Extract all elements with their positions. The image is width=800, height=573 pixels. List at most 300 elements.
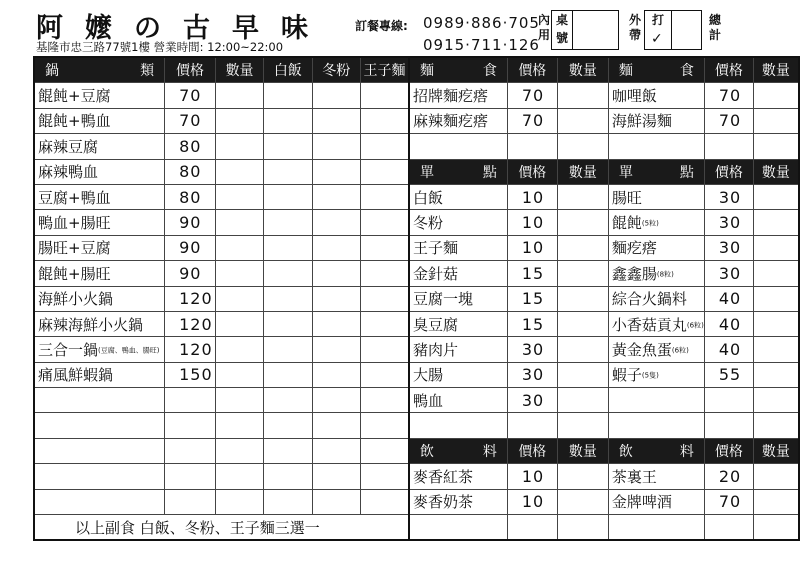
pot-item-name bbox=[34, 286, 165, 311]
rice-cell[interactable] bbox=[264, 210, 312, 235]
dine-in-label: 內用 bbox=[538, 13, 551, 42]
menu-header bbox=[36, 6, 796, 56]
qty-cell[interactable] bbox=[557, 210, 608, 235]
item-name: 麻辣豆腐 bbox=[38, 137, 99, 156]
item-name: 金牌啤酒 bbox=[611, 493, 672, 512]
menu-order-table bbox=[33, 56, 800, 541]
single-item-name bbox=[608, 235, 704, 260]
rice-cell[interactable] bbox=[264, 83, 312, 108]
vermicelli-cell[interactable] bbox=[312, 286, 360, 311]
pot-item-price: 80 bbox=[165, 134, 216, 159]
noodle-cell[interactable] bbox=[360, 159, 409, 184]
noodles-header-left: 麵 食 bbox=[409, 57, 507, 83]
qty-cell[interactable] bbox=[215, 83, 263, 108]
item-name: 白飯 bbox=[412, 188, 443, 207]
qty-cell[interactable] bbox=[753, 184, 799, 209]
qty-cell[interactable] bbox=[557, 184, 608, 209]
qty-cell[interactable] bbox=[753, 311, 799, 336]
item-name: 海鮮湯麵 bbox=[611, 112, 672, 131]
pot-item-name bbox=[34, 235, 165, 260]
noodle-cell[interactable] bbox=[360, 489, 409, 514]
noodle-header: 王子麵 bbox=[360, 57, 409, 83]
single-item-name bbox=[608, 337, 704, 362]
qty-cell[interactable] bbox=[753, 108, 799, 133]
single-item-name bbox=[409, 286, 507, 311]
item-name: 三合一鍋 bbox=[38, 340, 99, 359]
drinks-header-right: 飲 料 bbox=[608, 438, 704, 463]
noodle-cell[interactable] bbox=[360, 108, 409, 133]
item-name: 海鮮小火鍋 bbox=[38, 290, 114, 309]
noodle-item-name bbox=[409, 83, 507, 108]
rice-cell[interactable] bbox=[264, 464, 312, 489]
qty-cell[interactable] bbox=[215, 134, 263, 159]
noodle-item-price: 70 bbox=[704, 108, 753, 133]
noodle-item-name bbox=[608, 108, 704, 133]
item-note: (豆腐、鴨血、腸旺) bbox=[98, 346, 160, 355]
noodle-item-price: 70 bbox=[704, 83, 753, 108]
table-row bbox=[34, 489, 799, 514]
noodle-cell[interactable] bbox=[360, 261, 409, 286]
qty-header: 數量 bbox=[753, 159, 799, 184]
empty-cell bbox=[34, 464, 165, 489]
empty-cell bbox=[34, 413, 165, 438]
noodle-cell[interactable] bbox=[360, 337, 409, 362]
pot-item-price: 90 bbox=[165, 261, 216, 286]
item-name: 臭豆腐 bbox=[412, 315, 458, 334]
qty-cell[interactable] bbox=[753, 388, 799, 413]
empty-cell bbox=[557, 515, 608, 541]
qty-header: 數量 bbox=[753, 438, 799, 463]
qty-cell[interactable] bbox=[557, 83, 608, 108]
price-header: 價格 bbox=[704, 438, 753, 463]
vermicelli-cell[interactable] bbox=[312, 210, 360, 235]
pot-item-price: 90 bbox=[165, 235, 216, 260]
item-note: (5隻) bbox=[641, 371, 659, 380]
single-item-name bbox=[409, 362, 507, 387]
single-item-price: 40 bbox=[704, 286, 753, 311]
noodle-cell[interactable] bbox=[360, 464, 409, 489]
item-name: 茶裏王 bbox=[611, 467, 657, 486]
empty-cell bbox=[409, 413, 507, 438]
empty-cell bbox=[753, 515, 799, 541]
table-row bbox=[34, 57, 799, 83]
pot-item-price: 70 bbox=[165, 108, 216, 133]
qty-cell[interactable] bbox=[557, 261, 608, 286]
pot-item-name bbox=[34, 134, 165, 159]
rice-cell[interactable] bbox=[264, 108, 312, 133]
pot-item-name bbox=[34, 210, 165, 235]
item-name: 餛飩 bbox=[611, 214, 642, 233]
pot-item-price: 70 bbox=[165, 83, 216, 108]
empty-cell bbox=[409, 515, 507, 541]
takeout-label: 外帶 bbox=[629, 13, 642, 42]
noodle-cell[interactable] bbox=[360, 438, 409, 463]
empty-cell bbox=[704, 413, 753, 438]
empty-cell bbox=[557, 134, 608, 159]
pot-item-price: 80 bbox=[165, 159, 216, 184]
empty-cell bbox=[753, 413, 799, 438]
table-row bbox=[34, 388, 799, 413]
noodle-cell[interactable] bbox=[360, 134, 409, 159]
price-header: 價格 bbox=[507, 438, 557, 463]
price-header: 價格 bbox=[704, 57, 753, 83]
table-row bbox=[34, 413, 799, 438]
noodle-cell[interactable] bbox=[360, 388, 409, 413]
pot-item-price: 90 bbox=[165, 210, 216, 235]
single-item-name bbox=[409, 261, 507, 286]
item-name: 麥香紅茶 bbox=[412, 467, 473, 486]
single-item-price: 40 bbox=[704, 311, 753, 336]
rice-cell[interactable] bbox=[264, 159, 312, 184]
table-row bbox=[34, 108, 799, 133]
pot-item-name bbox=[34, 311, 165, 336]
single-item-name bbox=[409, 235, 507, 260]
empty-cell bbox=[753, 134, 799, 159]
vermicelli-cell[interactable] bbox=[312, 83, 360, 108]
empty-cell bbox=[507, 515, 557, 541]
qty-cell[interactable] bbox=[753, 464, 799, 489]
item-name: 餛飩+鴨血 bbox=[38, 112, 111, 131]
noodle-item-price: 70 bbox=[507, 83, 557, 108]
pot-item-price: 120 bbox=[165, 337, 216, 362]
vermicelli-cell[interactable] bbox=[312, 337, 360, 362]
phone-number-2: 0915·711·126 bbox=[423, 36, 540, 54]
item-note: (6粒) bbox=[686, 321, 704, 330]
single-item-name bbox=[608, 362, 704, 387]
qty-cell[interactable] bbox=[557, 311, 608, 336]
drink-item-name bbox=[409, 489, 507, 514]
table-row bbox=[34, 83, 799, 108]
empty-cell bbox=[165, 413, 216, 438]
pot-item-name bbox=[34, 362, 165, 387]
pot-item-name bbox=[34, 337, 165, 362]
single-item-price: 10 bbox=[507, 235, 557, 260]
table-row bbox=[34, 311, 799, 336]
qty-cell[interactable] bbox=[753, 489, 799, 514]
drink-item-price: 20 bbox=[704, 464, 753, 489]
total-label: 總計 bbox=[709, 13, 722, 42]
empty-cell bbox=[165, 464, 216, 489]
single-item-name bbox=[608, 286, 704, 311]
phone-number-1: 0989·886·705 bbox=[423, 14, 540, 32]
qty-cell[interactable] bbox=[557, 286, 608, 311]
qty-cell[interactable] bbox=[557, 489, 608, 514]
item-name: 咖哩飯 bbox=[611, 87, 657, 106]
table-row bbox=[34, 362, 799, 387]
empty-cell bbox=[704, 388, 753, 413]
rice-cell[interactable] bbox=[264, 413, 312, 438]
drink-item-price: 10 bbox=[507, 489, 557, 514]
qty-cell[interactable] bbox=[215, 337, 263, 362]
single-header-right: 單 點 bbox=[608, 159, 704, 184]
pot-item-name bbox=[34, 184, 165, 209]
rice-cell[interactable] bbox=[264, 235, 312, 260]
table-row bbox=[34, 159, 799, 184]
item-name: 豆腐一塊 bbox=[412, 290, 473, 309]
empty-cell bbox=[34, 489, 165, 514]
qty-cell[interactable] bbox=[215, 489, 263, 514]
single-header-left: 單 點 bbox=[409, 159, 507, 184]
qty-cell[interactable] bbox=[557, 388, 608, 413]
single-item-price: 10 bbox=[507, 210, 557, 235]
noodle-item-name bbox=[409, 108, 507, 133]
pot-item-price: 80 bbox=[165, 184, 216, 209]
order-hotline-label: 訂餐專線: bbox=[355, 19, 408, 33]
single-item-name bbox=[409, 337, 507, 362]
qty-header: 數量 bbox=[557, 438, 608, 463]
qty-cell[interactable] bbox=[215, 235, 263, 260]
single-item-price: 30 bbox=[704, 210, 753, 235]
qty-cell[interactable] bbox=[215, 184, 263, 209]
qty-cell[interactable] bbox=[215, 261, 263, 286]
single-item-name bbox=[409, 311, 507, 336]
drink-item-name bbox=[608, 464, 704, 489]
pot-section-header: 鍋 類 bbox=[34, 57, 165, 83]
qty-cell[interactable] bbox=[753, 261, 799, 286]
empty-cell bbox=[704, 134, 753, 159]
noodle-cell[interactable] bbox=[360, 83, 409, 108]
vermicelli-cell[interactable] bbox=[312, 464, 360, 489]
noodle-cell[interactable] bbox=[360, 311, 409, 336]
table-number-label: 桌號 bbox=[552, 11, 573, 49]
single-item-price: 30 bbox=[704, 235, 753, 260]
qty-cell[interactable] bbox=[557, 108, 608, 133]
single-item-price: 40 bbox=[704, 337, 753, 362]
drink-item-name bbox=[409, 464, 507, 489]
noodles-header-right: 麵 食 bbox=[608, 57, 704, 83]
shop-name: 阿嬤の古早味 bbox=[36, 13, 330, 44]
vermicelli-cell[interactable] bbox=[312, 438, 360, 463]
empty-cell bbox=[165, 489, 216, 514]
pot-item-price: 120 bbox=[165, 286, 216, 311]
noodle-item-name bbox=[608, 83, 704, 108]
single-item-name bbox=[608, 311, 704, 336]
item-name: 麵疙瘩 bbox=[611, 239, 657, 258]
qty-cell[interactable] bbox=[753, 286, 799, 311]
qty-cell[interactable] bbox=[215, 388, 263, 413]
single-item-name bbox=[608, 261, 704, 286]
empty-cell bbox=[165, 438, 216, 463]
price-header: 價格 bbox=[507, 159, 557, 184]
item-name: 餛飩+豆腐 bbox=[38, 87, 111, 106]
table-number-box[interactable] bbox=[551, 10, 619, 50]
item-name: 腸旺+豆腐 bbox=[38, 239, 111, 258]
item-name: 綜合火鍋料 bbox=[611, 290, 687, 309]
vermicelli-cell[interactable] bbox=[312, 235, 360, 260]
rice-cell[interactable] bbox=[264, 311, 312, 336]
pack-label: 打 ✓ bbox=[645, 11, 672, 49]
pot-item-name bbox=[34, 261, 165, 286]
single-item-price: 55 bbox=[704, 362, 753, 387]
item-name: 餛飩+腸旺 bbox=[38, 264, 111, 283]
qty-header: 數量 bbox=[557, 57, 608, 83]
empty-cell bbox=[507, 413, 557, 438]
shop-address: 基隆市忠三路77號1樓 營業時間: 12:00~22:00 bbox=[36, 40, 284, 54]
pot-item-name bbox=[34, 159, 165, 184]
noodle-cell[interactable] bbox=[360, 210, 409, 235]
empty-cell bbox=[409, 134, 507, 159]
single-item-price: 10 bbox=[507, 184, 557, 209]
single-item-price: 30 bbox=[704, 184, 753, 209]
vermicelli-header: 冬粉 bbox=[312, 57, 360, 83]
rice-cell[interactable] bbox=[264, 286, 312, 311]
item-name: 大腸 bbox=[412, 366, 443, 385]
vermicelli-cell[interactable] bbox=[312, 413, 360, 438]
drink-item-price: 10 bbox=[507, 464, 557, 489]
qty-cell[interactable] bbox=[215, 286, 263, 311]
qty-cell[interactable] bbox=[215, 362, 263, 387]
item-name: 黃金魚蛋 bbox=[611, 340, 672, 359]
item-name: 豬肉片 bbox=[412, 340, 458, 359]
table-row bbox=[34, 184, 799, 209]
item-note: (6粒) bbox=[671, 346, 689, 355]
table-row bbox=[34, 337, 799, 362]
qty-cell[interactable] bbox=[557, 362, 608, 387]
pot-item-price: 150 bbox=[165, 362, 216, 387]
rice-cell[interactable] bbox=[264, 261, 312, 286]
price-header: 價格 bbox=[704, 159, 753, 184]
vermicelli-cell[interactable] bbox=[312, 388, 360, 413]
qty-cell[interactable] bbox=[215, 464, 263, 489]
single-item-price: 30 bbox=[507, 362, 557, 387]
single-item-name bbox=[409, 388, 507, 413]
empty-cell bbox=[608, 413, 704, 438]
empty-cell bbox=[704, 515, 753, 541]
vermicelli-cell[interactable] bbox=[312, 489, 360, 514]
noodle-item-price: 70 bbox=[507, 108, 557, 133]
pot-item-price: 120 bbox=[165, 311, 216, 336]
item-name: 麥香奶茶 bbox=[412, 493, 473, 512]
vermicelli-cell[interactable] bbox=[312, 159, 360, 184]
item-name: 招牌麵疙瘩 bbox=[412, 87, 488, 106]
qty-cell[interactable] bbox=[753, 362, 799, 387]
item-name: 蝦子 bbox=[611, 366, 642, 385]
single-item-price: 30 bbox=[507, 388, 557, 413]
table-row bbox=[34, 286, 799, 311]
vermicelli-cell[interactable] bbox=[312, 311, 360, 336]
single-item-price: 15 bbox=[507, 261, 557, 286]
single-item-name bbox=[608, 210, 704, 235]
empty-cell bbox=[608, 515, 704, 541]
takeout-box[interactable] bbox=[644, 10, 702, 50]
item-name: 冬粉 bbox=[412, 214, 443, 233]
single-item-price: 15 bbox=[507, 311, 557, 336]
footer-note: 以上副食 白飯、冬粉、王子麵三選一 bbox=[34, 515, 409, 541]
empty-cell bbox=[34, 388, 165, 413]
qty-cell[interactable] bbox=[215, 210, 263, 235]
drink-item-name bbox=[608, 489, 704, 514]
item-name: 腸旺 bbox=[611, 188, 642, 207]
qty-cell[interactable] bbox=[215, 108, 263, 133]
table-row bbox=[34, 464, 799, 489]
pot-item-name bbox=[34, 83, 165, 108]
rice-cell[interactable] bbox=[264, 134, 312, 159]
item-name: 王子麵 bbox=[412, 239, 458, 258]
vermicelli-cell[interactable] bbox=[312, 261, 360, 286]
table-row bbox=[34, 235, 799, 260]
vermicelli-cell[interactable] bbox=[312, 134, 360, 159]
noodle-cell[interactable] bbox=[360, 184, 409, 209]
qty-header: 數量 bbox=[557, 159, 608, 184]
item-name: 麻辣麵疙瘩 bbox=[412, 112, 488, 131]
vermicelli-cell[interactable] bbox=[312, 108, 360, 133]
item-name: 小香菇貢丸 bbox=[611, 315, 687, 334]
single-item-price: 30 bbox=[704, 261, 753, 286]
item-note: (5粒) bbox=[641, 219, 659, 228]
qty-cell[interactable] bbox=[753, 83, 799, 108]
rice-header: 白飯 bbox=[264, 57, 312, 83]
qty-cell[interactable] bbox=[753, 210, 799, 235]
item-name: 鑫鑫腸 bbox=[611, 264, 657, 283]
qty-cell[interactable] bbox=[215, 311, 263, 336]
single-item-name bbox=[409, 184, 507, 209]
rice-cell[interactable] bbox=[264, 438, 312, 463]
rice-cell[interactable] bbox=[264, 337, 312, 362]
item-name: 豆腐+鴨血 bbox=[38, 188, 111, 207]
table-row bbox=[34, 261, 799, 286]
single-item-name bbox=[409, 210, 507, 235]
noodle-cell[interactable] bbox=[360, 362, 409, 387]
empty-cell bbox=[34, 438, 165, 463]
qty-header: 數量 bbox=[215, 57, 263, 83]
noodle-cell[interactable] bbox=[360, 235, 409, 260]
empty-cell bbox=[557, 413, 608, 438]
drinks-header-left: 飲 料 bbox=[409, 438, 507, 463]
qty-cell[interactable] bbox=[557, 235, 608, 260]
empty-cell bbox=[507, 134, 557, 159]
drink-item-price: 70 bbox=[704, 489, 753, 514]
empty-cell bbox=[608, 388, 704, 413]
price-header: 價格 bbox=[507, 57, 557, 83]
single-item-price: 30 bbox=[507, 337, 557, 362]
rice-cell[interactable] bbox=[264, 489, 312, 514]
single-item-price: 15 bbox=[507, 286, 557, 311]
item-name: 鴨血+腸旺 bbox=[38, 214, 111, 233]
single-item-name bbox=[608, 184, 704, 209]
qty-cell[interactable] bbox=[557, 464, 608, 489]
qty-cell[interactable] bbox=[557, 337, 608, 362]
empty-cell bbox=[608, 134, 704, 159]
item-name: 金針菇 bbox=[412, 264, 458, 283]
item-name: 麻辣海鮮小火鍋 bbox=[38, 315, 144, 334]
item-name: 鴨血 bbox=[412, 391, 443, 410]
noodle-cell[interactable] bbox=[360, 413, 409, 438]
table-row bbox=[34, 515, 799, 541]
qty-cell[interactable] bbox=[215, 438, 263, 463]
vermicelli-cell[interactable] bbox=[312, 362, 360, 387]
rice-cell[interactable] bbox=[264, 184, 312, 209]
noodle-cell[interactable] bbox=[360, 286, 409, 311]
table-row bbox=[34, 438, 799, 463]
table-row bbox=[34, 210, 799, 235]
qty-cell[interactable] bbox=[215, 413, 263, 438]
qty-cell[interactable] bbox=[753, 337, 799, 362]
item-note: (8粒) bbox=[656, 270, 674, 279]
qty-header: 數量 bbox=[753, 57, 799, 83]
rice-cell[interactable] bbox=[264, 388, 312, 413]
item-name: 麻辣鴨血 bbox=[38, 163, 99, 182]
qty-cell[interactable] bbox=[753, 235, 799, 260]
table-row bbox=[34, 134, 799, 159]
pot-item-name bbox=[34, 108, 165, 133]
check-mark-icon: ✓ bbox=[651, 31, 663, 47]
qty-cell[interactable] bbox=[215, 159, 263, 184]
price-header: 價格 bbox=[165, 57, 216, 83]
rice-cell[interactable] bbox=[264, 362, 312, 387]
empty-cell bbox=[165, 388, 216, 413]
vermicelli-cell[interactable] bbox=[312, 184, 360, 209]
item-name: 痛風鮮蝦鍋 bbox=[38, 366, 114, 385]
